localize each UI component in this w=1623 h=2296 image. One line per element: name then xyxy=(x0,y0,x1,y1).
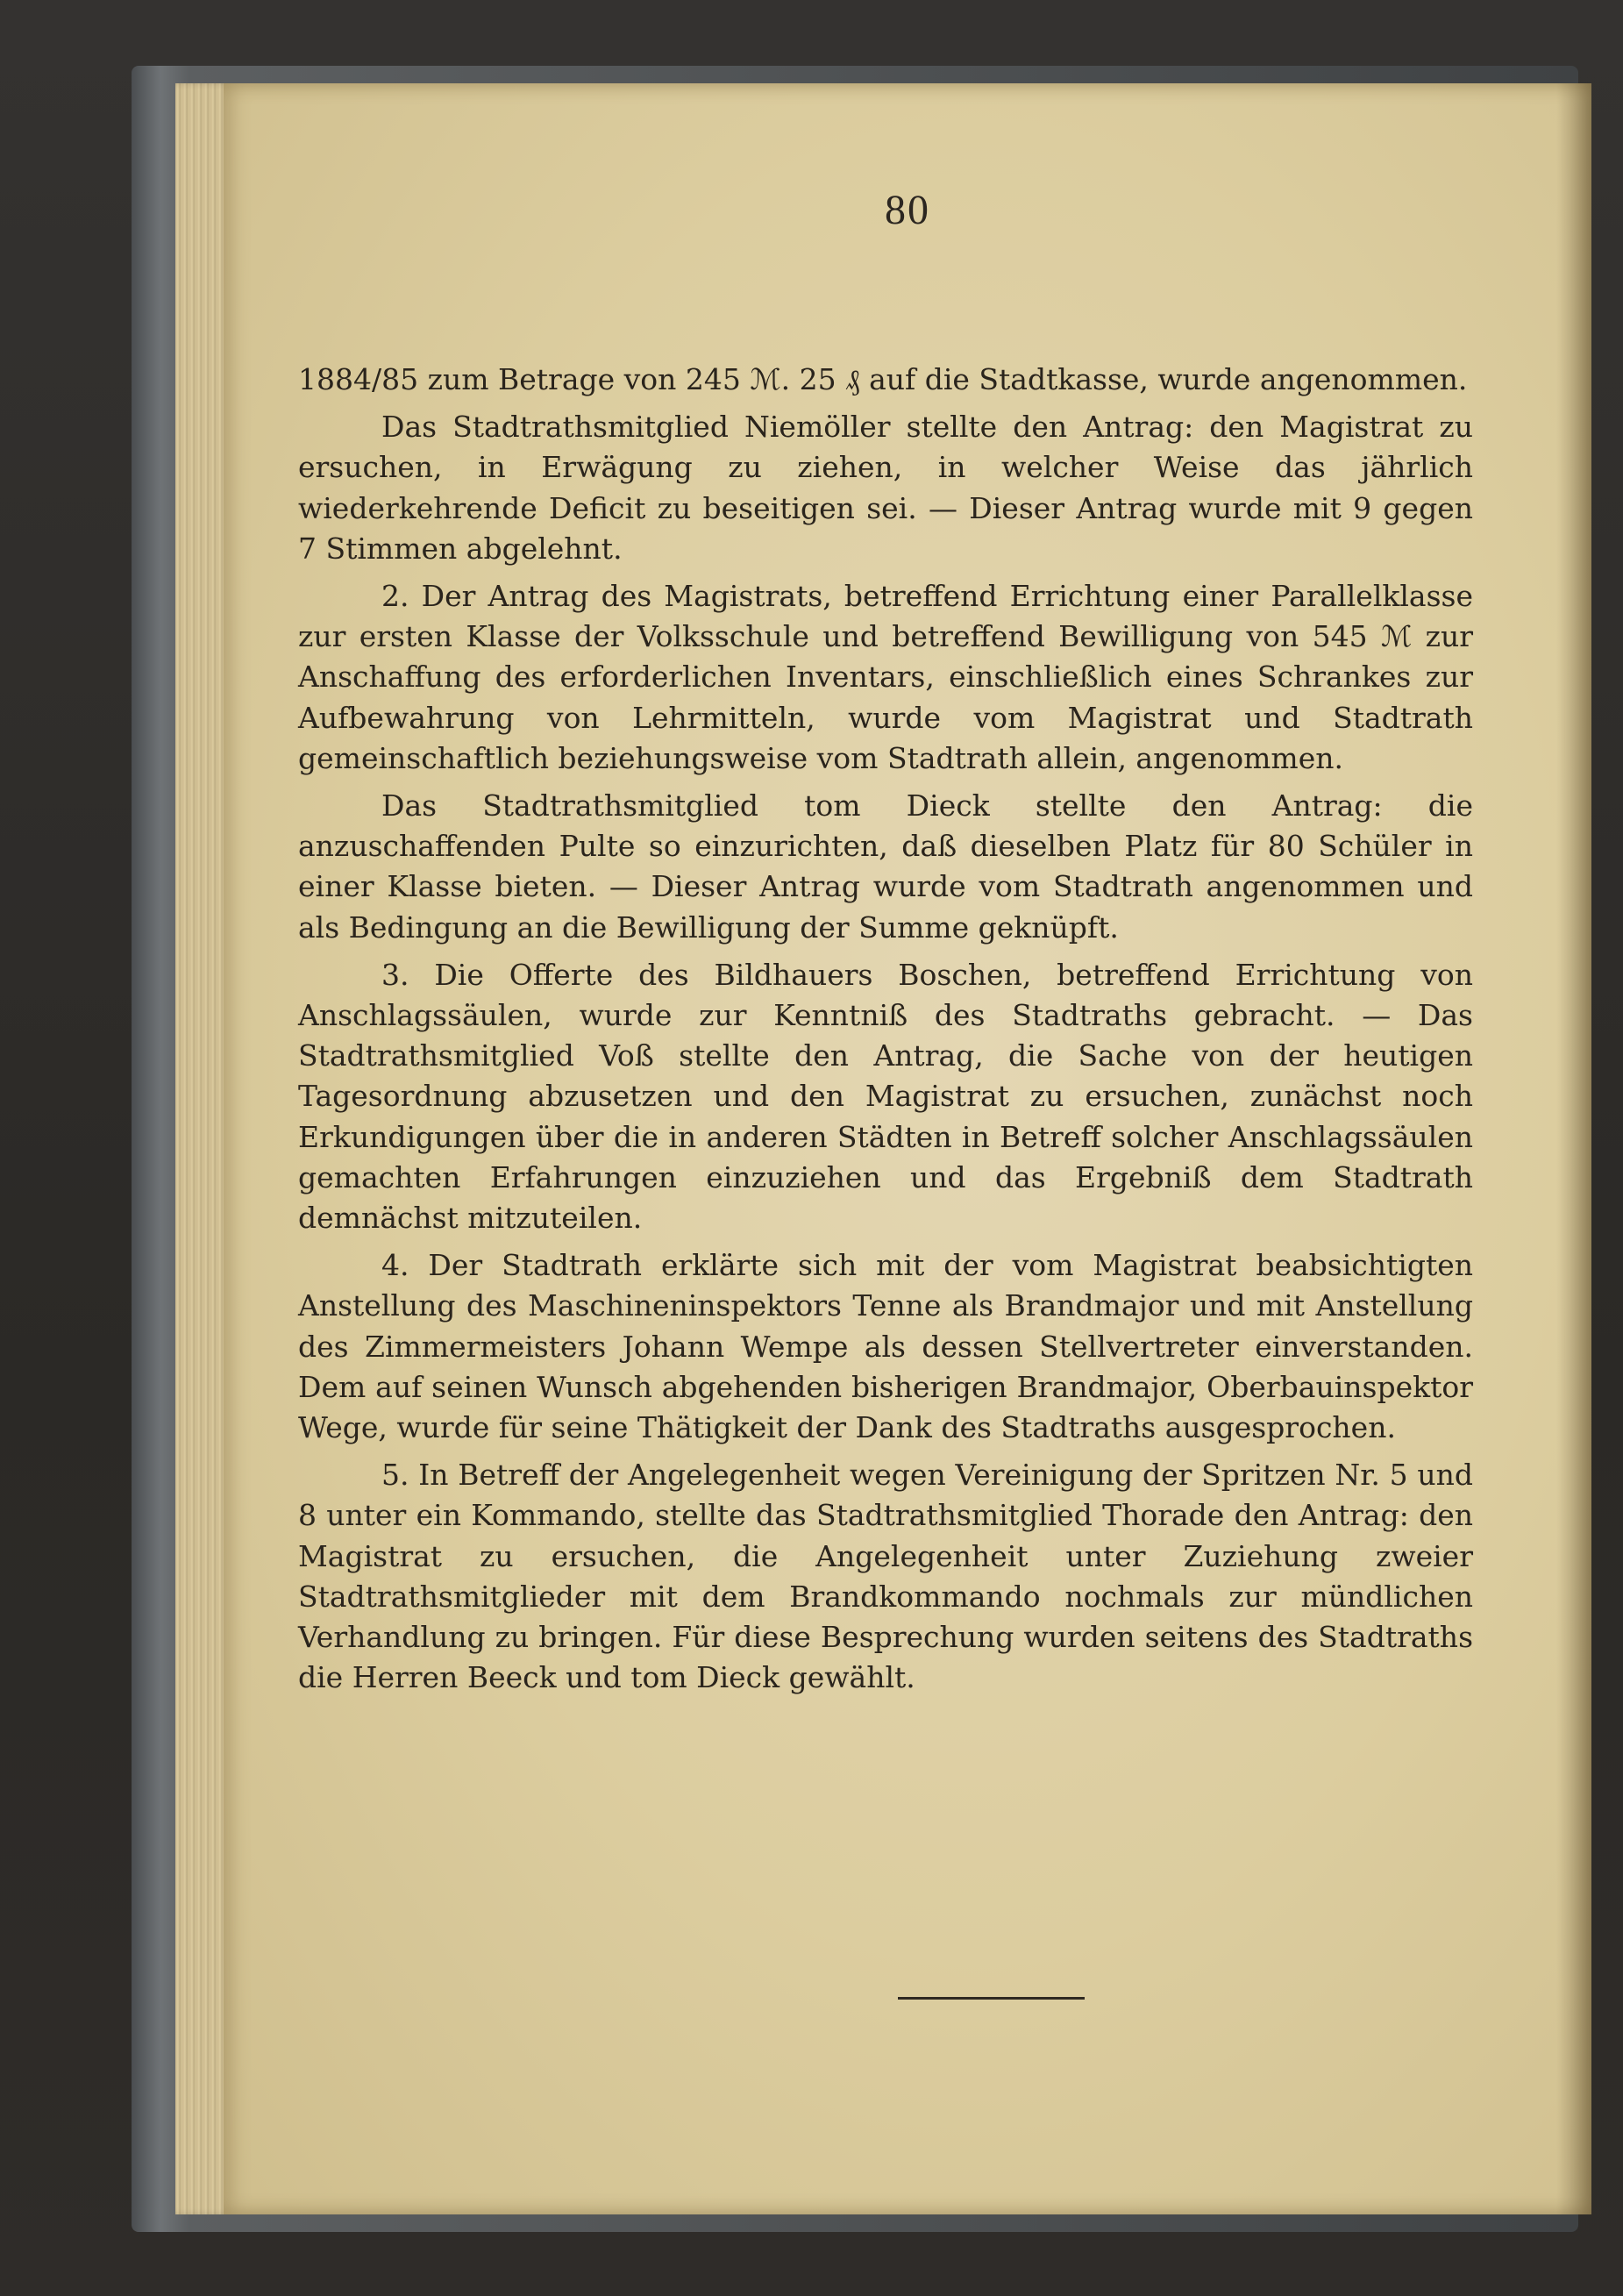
end-rule xyxy=(898,1997,1085,2000)
gutter-shadow xyxy=(1556,83,1591,2214)
paragraph: Das Stadtrathsmitglied Niemöller stellte den Antrag: den Magistrat zu ersuchen, in Erwägung zu ziehen, in welcher Weise das jährlich wiederkehrende Deficit zu beseitigen sei. — Dieser Antrag wurde mit 9 gegen 7 Stimmen abgelehnt. xyxy=(298,410,1473,566)
paragraph-item-5: 5. In Betreff der Angelegenheit wegen Vereinigung der Spritzen Nr. 5 und 8 unter ein Kommando, stellte das Stadtrathsmitglied Thorade den Antrag: den Magistrat zu ersuchen, die Angelegenheit unter Zuziehung zweier Stadtrathsmitglieder mit dem Brandkommando nochmals zur mündlichen Verhandlung zu bringen. Für diese Besprechung wurden seitens des Stadtraths die Herren Beeck und tom Dieck gewählt. xyxy=(298,1458,1473,1695)
paragraph-item-2: 2. Der Antrag des Magistrats, betreffend Errichtung einer Parallelklasse zur ersten Klasse der Volksschule und betreffend Bewilligung von 545 ℳ zur Anschaffung des erforderlichen Inventars, einschließlich eines Schrankes zur Aufbewahrung von Lehrmitteln, wurde vom Magistrat und Stadtrath gemeinschaftlich beziehungsweise vom Stadtrath allein, angenommen. xyxy=(298,579,1473,775)
paragraph-item-4: 4. Der Stadtrath erklärte sich mit der vom Magistrat beabsichtigten Anstellung des Maschineninspektors Tenne als Brandmajor und mit Anstellung des Zimmermeisters Johann Wempe als dessen Stellvertreter einverstanden. Dem auf seinen Wunsch abgehenden bisherigen Brandmajor, Oberbauinspektor Wege, wurde für seine Thätigkeit der Dank des Stadtraths ausgesprochen. xyxy=(298,1248,1473,1445)
paragraph-item-3: 3. Die Offerte des Bildhauers Boschen, betreffend Errichtung von Anschlagssäulen, wurde zur Kenntniß des Stadtraths gebracht. — Das Stadtrathsmitglied Voß stellte den Antrag, die Sache von der heutigen Tagesordnung abzusetzen und den Magistrat zu ersuchen, zunächst noch Erkundigungen über die in anderen Städten in Betreff solcher Anschlagssäulen gemachten Erfahrungen einzuziehen und das Ergebniß dem Stadtrath demnächst mitzuteilen. xyxy=(298,957,1473,1236)
page-number: 80 xyxy=(885,187,930,233)
body-text xyxy=(298,360,1473,1699)
paragraph: Das Stadtrathsmitglied tom Dieck stellte den Antrag: die anzuschaffenden Pulte so einzurichten, daß dieselben Platz für 80 Schüler in einer Klasse bieten. — Dieser Antrag wurde vom Stadtrath angenommen und als Bedingung an die Bewilligung der Summe geknüpft. xyxy=(298,788,1473,945)
paragraph-continuation: 1884/85 zum Betrage von 245 ℳ. 25 ₰ auf die Stadtkasse, wurde angenommen. xyxy=(298,362,1468,396)
